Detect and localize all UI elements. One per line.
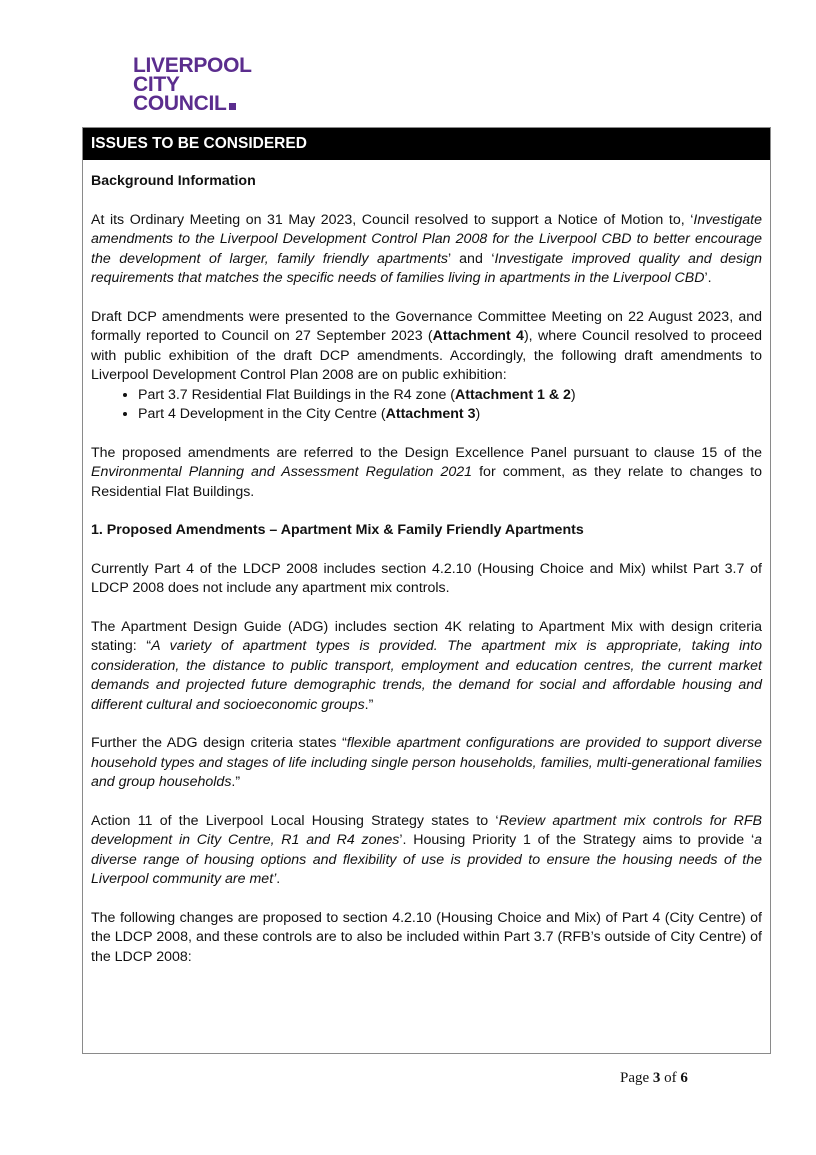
section-header: ISSUES TO BE CONSIDERED <box>83 128 770 160</box>
logo-line-3: COUNCIL <box>133 94 252 113</box>
paragraph-notice-of-motion: At its Ordinary Meeting on 31 May 2023, Council resolved to support a Notice of Motion to, ‘Investigate amendments to the Liverpool Development Control Plan 2008 for the Liverpool CBD to better encourage the development of larger, family friendly apartments’ and ‘Investigate improved quality and design requirements that matches the specific needs of families living in apartments in the Liverpool CBD’. <box>91 211 762 286</box>
paragraph-following-changes: The following changes are proposed to section 4.2.10 (Housing Choice and Mix) of Part 4 (City Centre) of the LDCP 2008, and these controls are to also be included within Part 3.7 (RFB’s outside of City Centre) of the LDCP 2008: <box>91 909 762 965</box>
logo-dot-icon <box>229 103 236 110</box>
logo-line-2: CITY <box>133 73 180 96</box>
paragraph-adg-criteria: The Apartment Design Guide (ADG) includes section 4K relating to Apartment Mix with design criteria stating: “A variety of apartment types is provided. The apartment mix is appropriate, taking into consideration, the distance to public transport, employment and education centres, the current market demands and projected future demographic trends, the demand for social and affordable housing and different cultural and socioeconomic groups.” <box>91 618 762 713</box>
background-heading: Background Information <box>91 173 256 189</box>
paragraph-draft-dcp: Draft DCP amendments were presented to the Governance Committee Meeting on 22 August 2023, and formally reported to Council on 27 September 2023 (Attachment 4), where Council resolved to proceed with public exhibition of the draft DCP amendments. Accordingly, the following draft amendments to Liverpool Development Control Plan 2008 are on public exhibition: <box>91 308 763 383</box>
council-logo <box>133 56 252 113</box>
heading-proposed-amendments: 1. Proposed Amendments – Apartment Mix & Family Friendly Apartments <box>91 522 584 538</box>
list-item: • Part 4 Development in the City Centre (Attachment 3) <box>138 405 762 425</box>
list-item: • Part 3.7 Residential Flat Buildings in the R4 zone (Attachment 1 & 2) <box>138 386 762 406</box>
issues-box <box>82 127 771 1054</box>
page-number: Page 3 of 6 <box>620 1070 688 1086</box>
paragraph-design-panel: The proposed amendments are referred to the Design Excellence Panel pursuant to clause 15 of the Environmental Planning and Assessment Regulation 2021 for comment, as they relate to changes to Residential Flat Buildings. <box>91 444 762 500</box>
paragraph-current-part4: Currently Part 4 of the LDCP 2008 includes section 4.2.10 (Housing Choice and Mix) whilst Part 3.7 of LDCP 2008 does not include any apartment mix controls. <box>91 560 762 596</box>
paragraph-adg-flexible: Further the ADG design criteria states “flexible apartment configurations are provided to support diverse household types and stages of life including single person households, families, multi-generational families and group households.” <box>91 735 762 790</box>
logo-line-1: LIVERPOOL <box>133 54 252 77</box>
paragraph-housing-strategy: Action 11 of the Liverpool Local Housing Strategy states to ‘Review apartment mix controls for RFB development in City Centre, R1 and R4 zones’. Housing Priority 1 of the Strategy aims to provide ‘a diverse range of housing options and flexibility of use is provided to ensure the housing needs of the Liverpool community are met’. <box>91 812 762 887</box>
exhibition-list <box>91 386 762 425</box>
issues-content <box>83 160 770 967</box>
